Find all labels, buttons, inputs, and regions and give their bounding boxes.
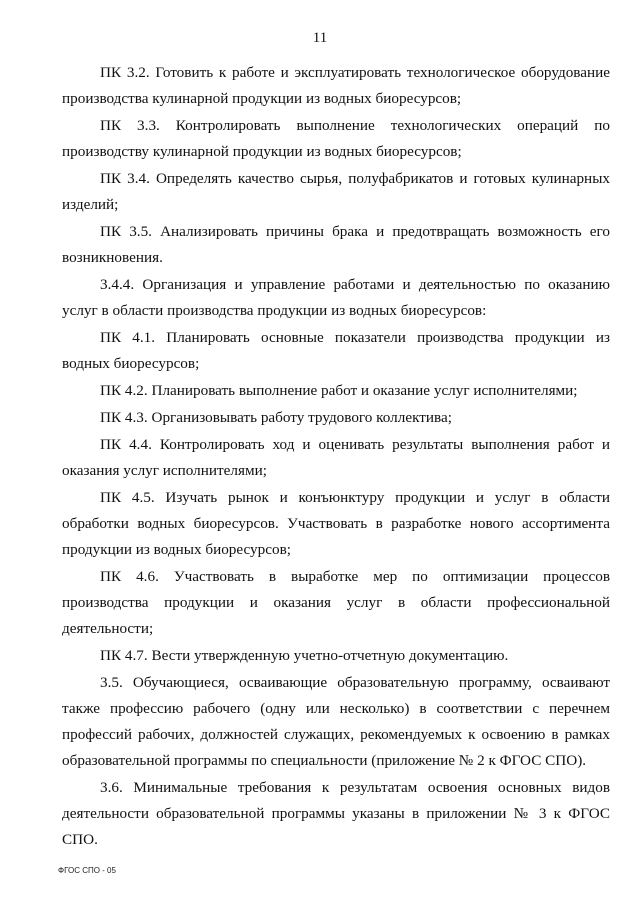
page-number: 11 (312, 30, 328, 46)
paragraph-pk-4-6: ПК 4.6. Участвовать в выработке мер по оптимизации процессов производства продукции и оказания услуг в области профессиональной деятельности; (62, 568, 610, 637)
paragraph-pk-3-2: ПК 3.2. Готовить к работе и эксплуатировать технологическое оборудование производства кулинарной продукции из водных биоресурсов; (62, 64, 610, 107)
document-body (62, 60, 610, 854)
paragraph-pk-4-4: ПК 4.4. Контролировать ход и оценивать результаты выполнения работ и оказания услуг исполнителями; (62, 436, 610, 479)
paragraph-pk-4-2: ПК 4.2. Планировать выполнение работ и оказание услуг исполнителями; (100, 382, 578, 399)
paragraph-pk-3-4: ПК 3.4. Определять качество сырья, полуфабрикатов и готовых кулинарных изделий; (62, 170, 610, 213)
paragraph-3-6: 3.6. Минимальные требования к результатам освоения основных видов деятельности образовательной программы указаны в приложении № 3 к ФГОС СПО. (62, 779, 610, 848)
paragraph-pk-4-1: ПК 4.1. Планировать основные показатели производства продукции из водных биоресурсов; (62, 329, 610, 372)
paragraph-pk-4-7: ПК 4.7. Вести утвержденную учетно-отчетную документацию. (100, 647, 509, 664)
paragraph-3-5: 3.5. Обучающиеся, осваивающие образовательную программу, осваивают также профессию рабочего (одну или несколько) в соответствии с перечнем профессий рабочих, должностей служащих, рекомендуемых к освоению в рамках образовательной программы по специальности (приложение № 2 к ФГОС СПО). (62, 674, 610, 769)
paragraph-pk-4-5: ПК 4.5. Изучать рынок и конъюнктуру продукции и услуг в области обработки водных биоресурсов. Участвовать в разработке нового ассортимента продукции из водных биоресурсов; (62, 489, 610, 558)
paragraph-pk-4-3: ПК 4.3. Организовывать работу трудового коллектива; (100, 409, 452, 426)
paragraph-3-4-4: 3.4.4. Организация и управление работами и деятельностью по оказанию услуг в области производства продукции из водных биоресурсов: (62, 276, 610, 319)
paragraph-pk-3-3: ПК 3.3. Контролировать выполнение технологических операций по производству кулинарной продукции из водных биоресурсов; (62, 117, 610, 160)
paragraph-pk-3-5: ПК 3.5. Анализировать причины брака и предотвращать возможность его возникновения. (62, 223, 610, 266)
footer-label: ФГОС СПО - 05 (58, 866, 116, 875)
